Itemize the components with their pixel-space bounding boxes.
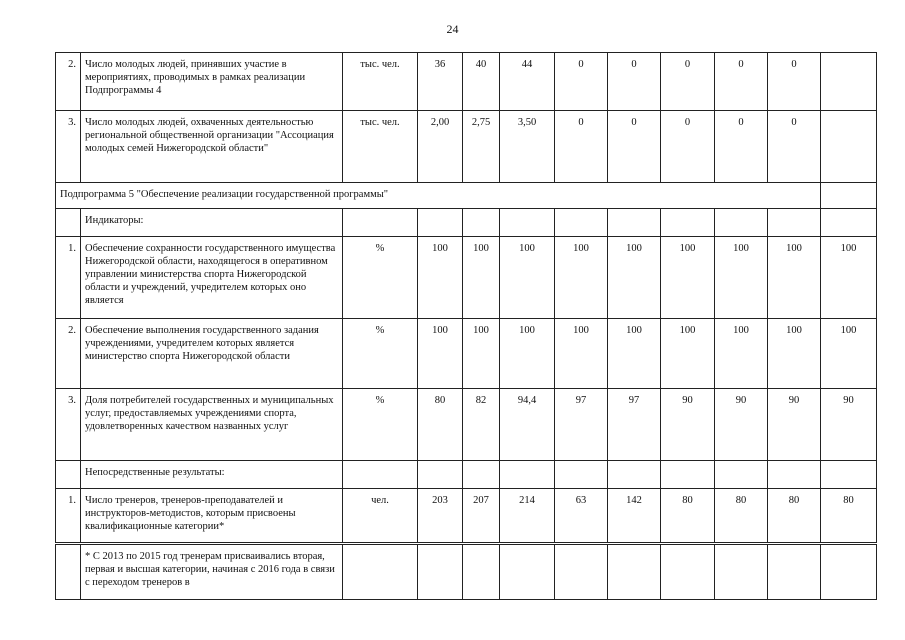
value-cell: 207 bbox=[463, 489, 500, 544]
indicator-name: Число молодых людей, охваченных деятельностью региональной общественной организации "Ассоциация молодых семей Нижегородской области" bbox=[81, 111, 343, 183]
row-number: 2. bbox=[56, 53, 81, 111]
value-cell: 100 bbox=[463, 237, 500, 319]
value-cell: 82 bbox=[463, 389, 500, 461]
indicators-table bbox=[55, 52, 877, 600]
empty-cell bbox=[821, 544, 877, 600]
subheading: Индикаторы: bbox=[81, 209, 343, 237]
value-cell bbox=[821, 53, 877, 111]
value-cell: 100 bbox=[715, 319, 768, 389]
empty-cell bbox=[661, 209, 715, 237]
value-cell: 100 bbox=[821, 237, 877, 319]
table-row bbox=[56, 237, 877, 319]
empty-cell bbox=[463, 209, 500, 237]
value-cell: 100 bbox=[418, 319, 463, 389]
value-cell: 100 bbox=[500, 319, 555, 389]
unit-cell: тыс. чел. bbox=[343, 111, 418, 183]
value-cell: 0 bbox=[715, 111, 768, 183]
indicator-name: Число молодых людей, принявших участие в мероприятиях, проводимых в рамках реализации Подпрограммы 4 bbox=[81, 53, 343, 111]
value-cell: 80 bbox=[418, 389, 463, 461]
value-cell: 100 bbox=[768, 319, 821, 389]
value-cell: 94,4 bbox=[500, 389, 555, 461]
empty-cell bbox=[418, 461, 463, 489]
value-cell: 100 bbox=[768, 237, 821, 319]
value-cell: 0 bbox=[555, 53, 608, 111]
empty-cell bbox=[555, 209, 608, 237]
empty-cell bbox=[608, 209, 661, 237]
table-row bbox=[56, 111, 877, 183]
empty-cell bbox=[608, 461, 661, 489]
table-row bbox=[56, 489, 877, 544]
empty-cell bbox=[715, 209, 768, 237]
value-cell: 0 bbox=[768, 111, 821, 183]
empty-cell bbox=[768, 544, 821, 600]
value-cell: 100 bbox=[608, 237, 661, 319]
empty-cell bbox=[768, 461, 821, 489]
value-cell: 90 bbox=[821, 389, 877, 461]
footnote-row bbox=[56, 544, 877, 600]
row-number: 1. bbox=[56, 489, 81, 544]
empty-cell bbox=[768, 209, 821, 237]
value-cell: 80 bbox=[661, 489, 715, 544]
value-cell: 97 bbox=[555, 389, 608, 461]
unit-cell: % bbox=[343, 237, 418, 319]
value-cell: 100 bbox=[661, 237, 715, 319]
unit-cell: тыс. чел. bbox=[343, 53, 418, 111]
value-cell: 100 bbox=[608, 319, 661, 389]
empty-cell bbox=[500, 461, 555, 489]
empty-cell bbox=[661, 461, 715, 489]
indicator-name: Обеспечение сохранности государственного имущества Нижегородской области, находящегося в оперативном управлении министерства спорта Нижегородской области и учреждений, учредителем которых оно является bbox=[81, 237, 343, 319]
value-cell: 100 bbox=[418, 237, 463, 319]
value-cell: 44 bbox=[500, 53, 555, 111]
empty-cell bbox=[715, 544, 768, 600]
empty-cell bbox=[463, 544, 500, 600]
value-cell: 100 bbox=[821, 319, 877, 389]
footnote-text: * С 2013 по 2015 год тренерам присваивались вторая, первая и высшая категории, начиная с 2016 года в связи с переходом тренеров в bbox=[81, 544, 343, 600]
value-cell: 90 bbox=[768, 389, 821, 461]
value-cell: 2,75 bbox=[463, 111, 500, 183]
value-cell: 100 bbox=[555, 319, 608, 389]
value-cell: 0 bbox=[608, 53, 661, 111]
value-cell: 90 bbox=[661, 389, 715, 461]
value-cell: 80 bbox=[768, 489, 821, 544]
value-cell: 100 bbox=[500, 237, 555, 319]
row-number: 3. bbox=[56, 111, 81, 183]
unit-cell: % bbox=[343, 319, 418, 389]
value-cell: 0 bbox=[768, 53, 821, 111]
empty-cell bbox=[56, 209, 81, 237]
row-number: 1. bbox=[56, 237, 81, 319]
value-cell: 100 bbox=[715, 237, 768, 319]
value-cell: 203 bbox=[418, 489, 463, 544]
empty-cell bbox=[463, 461, 500, 489]
value-cell: 100 bbox=[463, 319, 500, 389]
value-cell: 0 bbox=[661, 111, 715, 183]
empty-cell bbox=[343, 461, 418, 489]
value-cell: 63 bbox=[555, 489, 608, 544]
value-cell: 3,50 bbox=[500, 111, 555, 183]
value-cell: 80 bbox=[715, 489, 768, 544]
empty-cell bbox=[821, 461, 877, 489]
empty-cell bbox=[500, 544, 555, 600]
value-cell bbox=[821, 111, 877, 183]
value-cell: 97 bbox=[608, 389, 661, 461]
empty-cell bbox=[56, 544, 81, 600]
value-cell: 142 bbox=[608, 489, 661, 544]
empty-cell bbox=[555, 544, 608, 600]
value-cell: 0 bbox=[555, 111, 608, 183]
empty-cell bbox=[418, 544, 463, 600]
empty-cell bbox=[608, 544, 661, 600]
value-cell: 40 bbox=[463, 53, 500, 111]
value-cell: 0 bbox=[715, 53, 768, 111]
empty-cell bbox=[821, 209, 877, 237]
value-cell: 100 bbox=[555, 237, 608, 319]
value-cell: 214 bbox=[500, 489, 555, 544]
empty-cell bbox=[555, 461, 608, 489]
empty-cell bbox=[821, 183, 877, 209]
value-cell: 90 bbox=[715, 389, 768, 461]
row-number: 3. bbox=[56, 389, 81, 461]
empty-cell bbox=[661, 544, 715, 600]
indicator-name: Число тренеров, тренеров-преподавателей и инструкторов-методистов, которым присвоены квалификационные категории* bbox=[81, 489, 343, 544]
value-cell: 36 bbox=[418, 53, 463, 111]
value-cell: 80 bbox=[821, 489, 877, 544]
section-title: Подпрограмма 5 "Обеспечение реализации государственной программы" bbox=[56, 183, 821, 209]
table-body bbox=[56, 53, 877, 600]
section-row bbox=[56, 183, 877, 209]
empty-cell bbox=[343, 544, 418, 600]
table-row bbox=[56, 319, 877, 389]
empty-cell bbox=[715, 461, 768, 489]
empty-cell bbox=[418, 209, 463, 237]
empty-cell bbox=[500, 209, 555, 237]
table-row bbox=[56, 389, 877, 461]
page-number: 24 bbox=[446, 22, 459, 36]
subhead-row bbox=[56, 209, 877, 237]
unit-cell: чел. bbox=[343, 489, 418, 544]
value-cell: 2,00 bbox=[418, 111, 463, 183]
empty-cell bbox=[343, 209, 418, 237]
value-cell: 0 bbox=[608, 111, 661, 183]
row-number: 2. bbox=[56, 319, 81, 389]
subhead-row bbox=[56, 461, 877, 489]
value-cell: 0 bbox=[661, 53, 715, 111]
empty-cell bbox=[56, 461, 81, 489]
indicator-name: Обеспечение выполнения государственного задания учреждениями, учредителем которых является министерство спорта Нижегородской области bbox=[81, 319, 343, 389]
table-row bbox=[56, 53, 877, 111]
unit-cell: % bbox=[343, 389, 418, 461]
subheading: Непосредственные результаты: bbox=[81, 461, 343, 489]
indicator-name: Доля потребителей государственных и муниципальных услуг, предоставляемых учреждениями спорта, удовлетворенных качеством названных услуг bbox=[81, 389, 343, 461]
value-cell: 100 bbox=[661, 319, 715, 389]
